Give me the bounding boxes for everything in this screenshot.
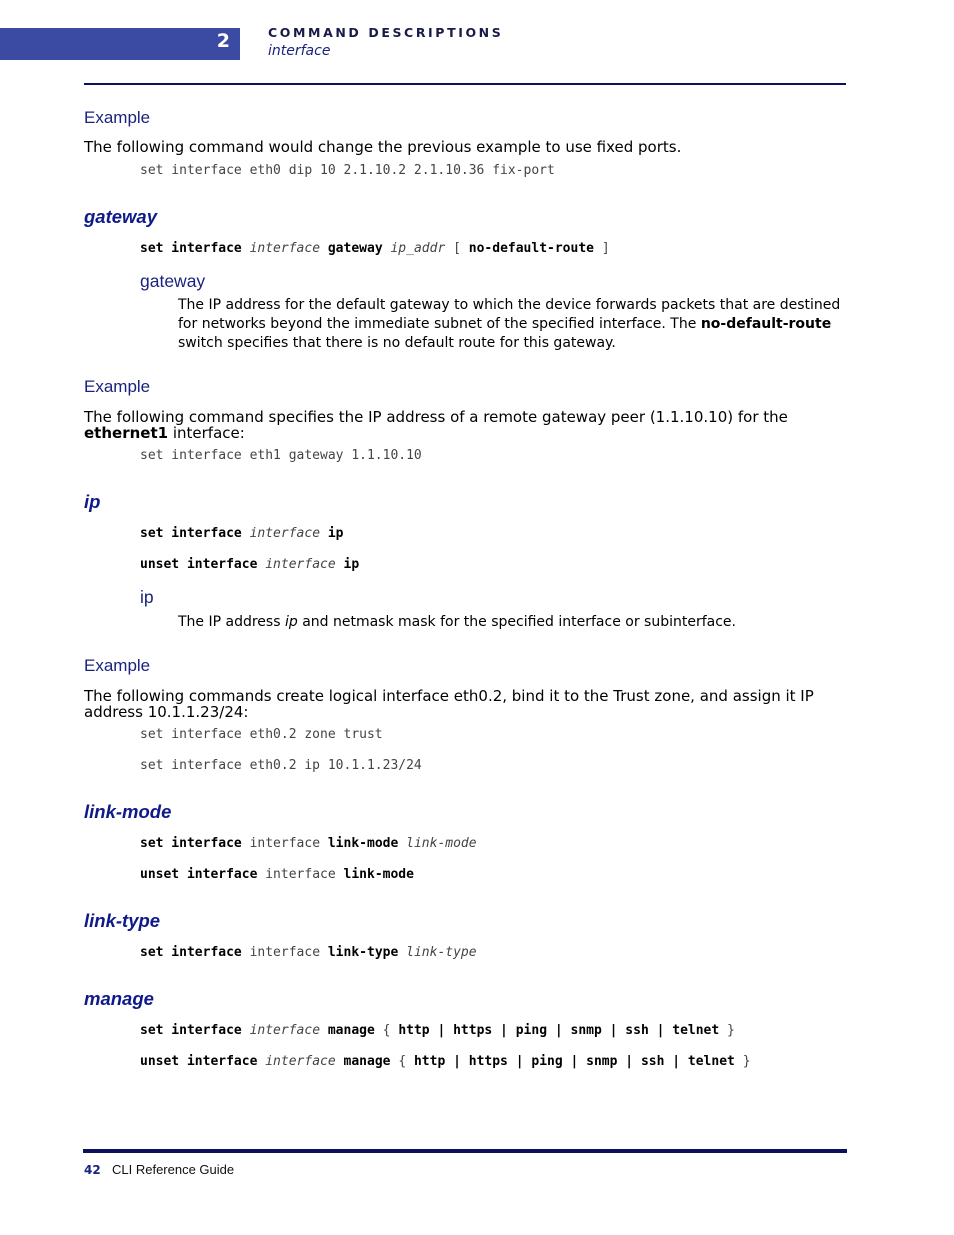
header-divider — [84, 83, 846, 85]
syntax-set-manage: set interface interface manage { http | https | ping | snmp | ssh | telnet } — [140, 1023, 735, 1038]
syntax-set-ip: set interface interface ip — [140, 526, 344, 541]
example-heading: Example — [84, 377, 151, 396]
syntax-set-link-type: set interface interface link-type link-type — [140, 945, 477, 960]
section-heading-link-type: link-type — [84, 910, 161, 931]
example-text: The following command specifies the IP address of a remote gateway peer (1.1.10.10) for the ethernet1 interface: — [84, 408, 788, 442]
section-title: COMMAND DESCRIPTIONS — [268, 25, 504, 40]
syntax-set-link-mode: set interface interface link-mode link-mode — [140, 836, 477, 851]
example-text: The following command would change the previous example to use fixed ports. — [84, 138, 682, 156]
section-subtitle: interface — [268, 43, 331, 59]
param-heading-ip: ip — [140, 587, 154, 607]
code-example: set interface eth0 dip 10 2.1.10.2 2.1.10.36 fix-port — [140, 163, 555, 178]
param-description-gateway: The IP address for the default gateway to which the device forwards packets that are destined for networks beyond the immediate subnet of the specified interface. The no-default-route switch specifies that there is no default route for this gateway. — [178, 297, 841, 351]
section-heading-link-mode: link-mode — [84, 801, 172, 822]
chapter-number: 2 — [216, 30, 230, 52]
param-heading-gateway: gateway — [140, 271, 206, 291]
section-heading-manage: manage — [84, 988, 154, 1009]
example-text: The following commands create logical interface eth0.2, bind it to the Trust zone, and assign it IP address 10.1.1.23/24: — [84, 687, 814, 721]
code-example: set interface eth1 gateway 1.1.10.10 — [140, 448, 422, 463]
section-heading-gateway: gateway — [84, 206, 158, 227]
example-heading: Example — [84, 656, 151, 675]
guide-title: CLI Reference Guide — [112, 1162, 235, 1177]
syntax-gateway: set interface interface gateway ip_addr [ no-default-route ] — [140, 241, 610, 256]
page-number: 42 — [84, 1163, 101, 1177]
param-description-ip: The IP address ip and netmask mask for the specified interface or subinterface. — [178, 614, 736, 630]
chapter-tab — [0, 28, 240, 60]
footer-divider — [83, 1149, 847, 1153]
code-example: set interface eth0.2 zone trust — [140, 727, 383, 742]
code-example: set interface eth0.2 ip 10.1.1.23/24 — [140, 758, 422, 773]
syntax-unset-ip: unset interface interface ip — [140, 557, 360, 572]
syntax-unset-link-mode: unset interface interface link-mode — [140, 867, 414, 882]
section-heading-ip: ip — [84, 491, 101, 512]
syntax-unset-manage: unset interface interface manage { http | https | ping | snmp | ssh | telnet } — [140, 1054, 751, 1069]
example-heading: Example — [84, 108, 151, 127]
